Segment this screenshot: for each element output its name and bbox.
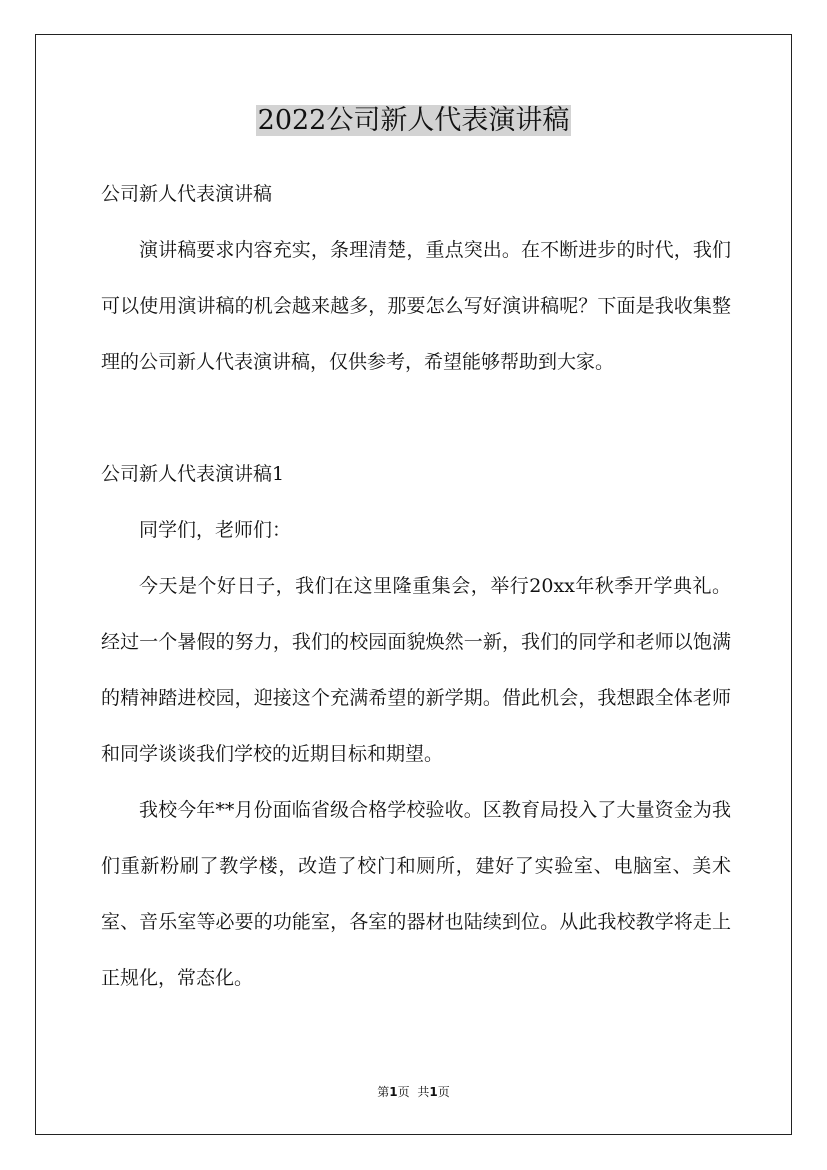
section-heading: 公司新人代表演讲稿1 (101, 463, 285, 485)
greeting: 同学们，老师们： (139, 519, 292, 541)
document-title (0, 102, 827, 140)
intro-paragraph: 演讲稿要求内容充实，条理清楚，重点突出。在不断进步的时代，我们可以使用演讲稿的机会越来越多，那要怎么写好演讲稿呢？下面是我收集整理的公司新人代表演讲稿，仅供参考，希望能够帮助到大家。 (101, 239, 731, 373)
document-body (101, 166, 731, 1006)
total-suffix: 页 (437, 1085, 450, 1099)
section-gap (101, 390, 731, 446)
page-prefix: 第 (377, 1085, 390, 1099)
page-suffix: 页 (397, 1085, 410, 1099)
page-current: 1 (389, 1085, 398, 1099)
document-title-text: 2022公司新人代表演讲稿 (257, 105, 570, 136)
page-footer (0, 1084, 827, 1100)
page-total: 1 (429, 1085, 438, 1099)
total-prefix: 共 (417, 1085, 430, 1099)
subtitle: 公司新人代表演讲稿 (101, 183, 273, 205)
paragraph-2: 我校今年**月份面临省级合格学校验收。区教育局投入了大量资金为我们重新粉刷了教学楼，改造了校门和厕所，建好了实验室、电脑室、美术室、音乐室等必要的功能室，各室的器材也陆续到位。从此我校教学将走上正规化，常态化。 (101, 799, 731, 989)
paragraph-1: 今天是个好日子，我们在这里隆重集会，举行20xx年秋季开学典礼。经过一个暑假的努力，我们的校园面貌焕然一新，我们的同学和老师以饱满的精神踏进校园，迎接这个充满希望的新学期。借此机会，我想跟全体老师和同学谈谈我们学校的近期目标和期望。 (101, 575, 731, 765)
